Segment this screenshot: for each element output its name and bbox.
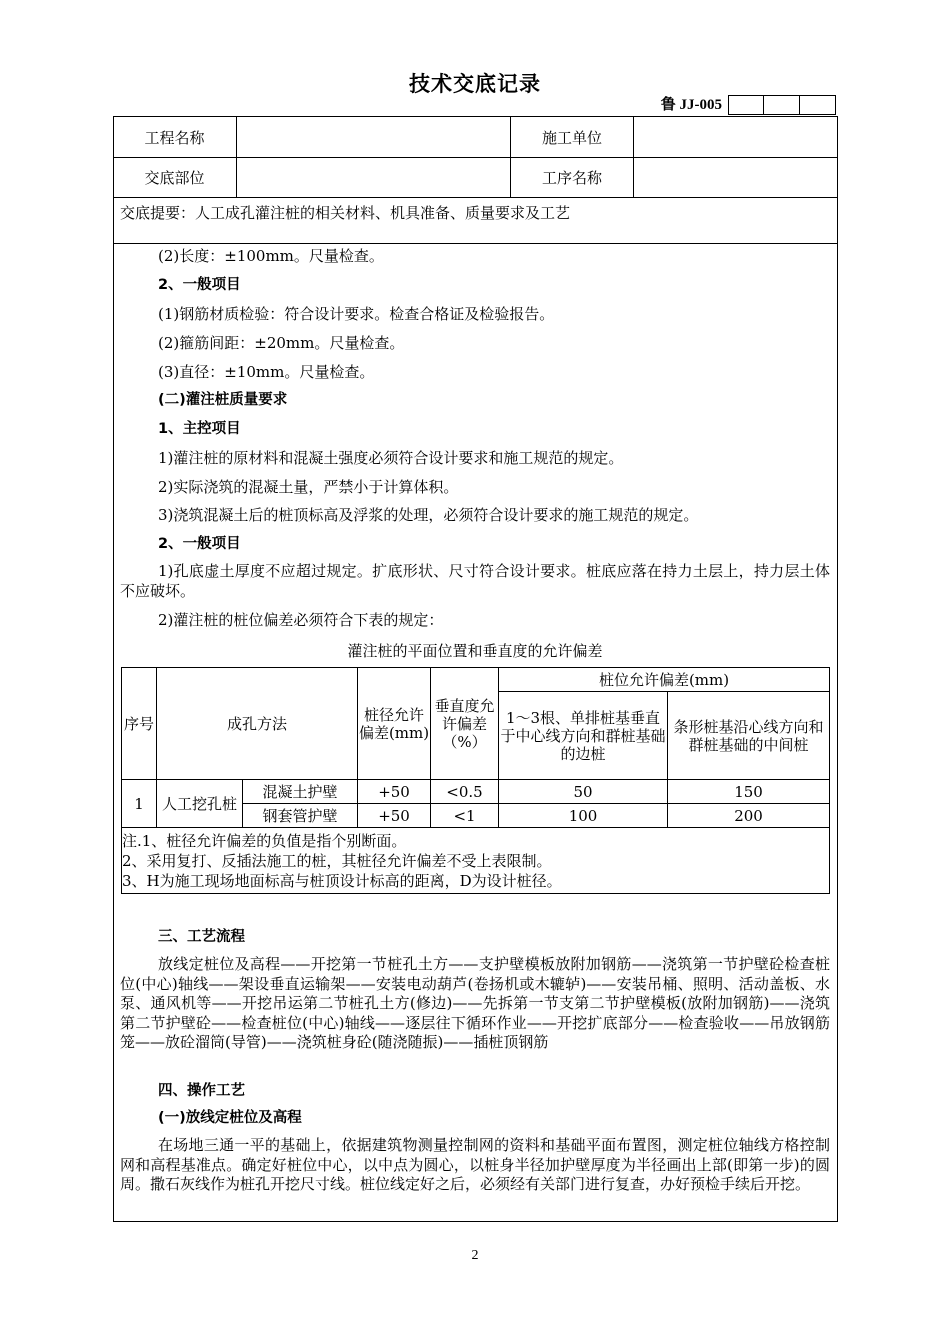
row-method: 人工挖孔桩: [157, 780, 243, 828]
row-sub-method: 混凝土护壁: [243, 780, 358, 804]
section3-text: 放线定桩位及高程——开挖第一节桩孔土方——支护壁模板放附加钢筋——浇筑第一节护壁砼检查桩位(中心)轴线——架设垂直运输架——安装电动葫芦(卷扬机或木辘轳)——安装吊桶、照明、活动盖板、水泵、通风机等——开挖吊运第二节桩孔土方(修边)——先拆第一节支第二节护壁模板(放附加钢筋)——浇筑第二节护壁砼——检查桩位(中心)轴线——逐层往下循环作业——开挖扩底部分——检查验收——吊放钢筋笼——放砼溜筒(导管)——浇筑桩身砼(随浇随振)——插桩顶钢筋: [120, 955, 830, 1051]
section4-heading: 四、操作工艺: [158, 1083, 245, 1099]
document-code-row: [644, 95, 836, 115]
header-row-2: [113, 158, 838, 198]
body-paragraph: 1)孔底虚土厚度不应超过规定。扩底形状、尺寸符合设计要求。桩底应落在持力土层上，持力层土体不应破坏。: [120, 562, 830, 600]
body-line: 3)浇筑混凝土后的桩顶标高及浮浆的处理，必须符合设计要求的施工规范的规定。: [158, 506, 699, 524]
body-line: (1)钢筋材质检验：符合设计要求。检查合格证及检验报告。: [158, 305, 555, 323]
th-position-edge: 1～3根、单排桩基垂直于中心线方向和群桩基础的边桩: [499, 692, 668, 780]
page-number: 2: [471, 1248, 479, 1263]
row-no: 1: [122, 780, 157, 828]
document-code: 鲁 JJ-005: [660, 97, 722, 113]
code-box: [764, 95, 800, 115]
process-name-value[interactable]: [634, 158, 838, 197]
header-row-1: [113, 117, 838, 158]
table-note: 2、采用复打、反插法施工的桩，其桩径允许偏差不受上表限制。: [122, 851, 552, 870]
tolerance-table: [121, 667, 830, 894]
body-line: 2)灌注桩的桩位偏差必须符合下表的规定：: [158, 611, 444, 629]
summary-text: 交底提要：人工成孔灌注桩的相关材料、机具准备、质量要求及工艺: [120, 204, 571, 222]
location-value[interactable]: [237, 158, 511, 197]
process-name-label: 工序名称: [511, 158, 634, 197]
document-title: 技术交底记录: [409, 72, 541, 96]
section3-heading: 三、工艺流程: [158, 929, 245, 945]
section4-subheading: (一)放线定桩位及高程: [158, 1110, 302, 1126]
body-line: 1)灌注桩的原材料和混凝土强度必须符合设计要求和施工规范的规定。: [158, 449, 624, 467]
row-position-middle: 200: [668, 804, 830, 828]
row-position-edge: 100: [499, 804, 668, 828]
th-verticality: 垂直度允许偏差（%）: [431, 668, 499, 780]
table-note: 注.1、桩径允许偏差的负值是指个别断面。: [122, 831, 407, 850]
location-label: 交底部位: [113, 158, 237, 197]
row-diameter: +50: [358, 780, 431, 804]
body-line: (2)箍筋间距：±20mm。尺量检查。: [158, 334, 405, 352]
row-position-middle: 150: [668, 780, 830, 804]
project-name-value[interactable]: [237, 117, 511, 157]
body-heading: 2、一般项目: [158, 277, 241, 293]
th-position-middle: 条形桩基沿心线方向和群桩基础的中间桩: [668, 692, 830, 780]
body-heading: 1、主控项目: [158, 421, 241, 437]
body-heading: (二)灌注桩质量要求: [158, 392, 288, 408]
table-caption: 灌注桩的平面位置和垂直度的允许偏差: [347, 642, 603, 660]
table-notes: [122, 828, 830, 894]
th-method: 成孔方法: [157, 668, 358, 780]
row-position-edge: 50: [499, 780, 668, 804]
project-name-label: 工程名称: [113, 117, 237, 157]
th-position: 桩位允许偏差(mm): [499, 668, 830, 692]
table-note: 3、H为施工现场地面标高与桩顶设计标高的距离，D为设计桩径。: [122, 871, 562, 890]
construction-unit-label: 施工单位: [511, 117, 634, 157]
th-no: 序号: [122, 668, 157, 780]
construction-unit-value[interactable]: [634, 117, 838, 157]
body-line: (2)长度：±100mm。尺量检查。: [158, 247, 384, 265]
body-line: (3)直径：±10mm。尺量检查。: [158, 363, 375, 381]
row-sub-method: 钢套管护壁: [243, 804, 358, 828]
row-verticality: <1: [431, 804, 499, 828]
body-line: 2)实际浇筑的混凝土量，严禁小于计算体积。: [158, 478, 459, 496]
body-heading: 2、一般项目: [158, 536, 241, 552]
section4-text: 在场地三通一平的基础上，依据建筑物测量控制网的资料和基础平面布置图，测定桩位轴线方格控制网和高程基准点。确定好桩位中心，以中点为圆心，以桩身半径加护壁厚度为半径画出上部(即第一步)的圆周。撒石灰线作为桩孔开挖尺寸线。桩位线定好之后，必须经有关部门进行复查，办好预检手续后开挖。: [120, 1136, 830, 1193]
row-diameter: +50: [358, 804, 431, 828]
code-box: [728, 95, 764, 115]
code-box: [800, 95, 836, 115]
row-verticality: <0.5: [431, 780, 499, 804]
th-diameter: 桩径允许偏差(mm): [358, 668, 431, 780]
